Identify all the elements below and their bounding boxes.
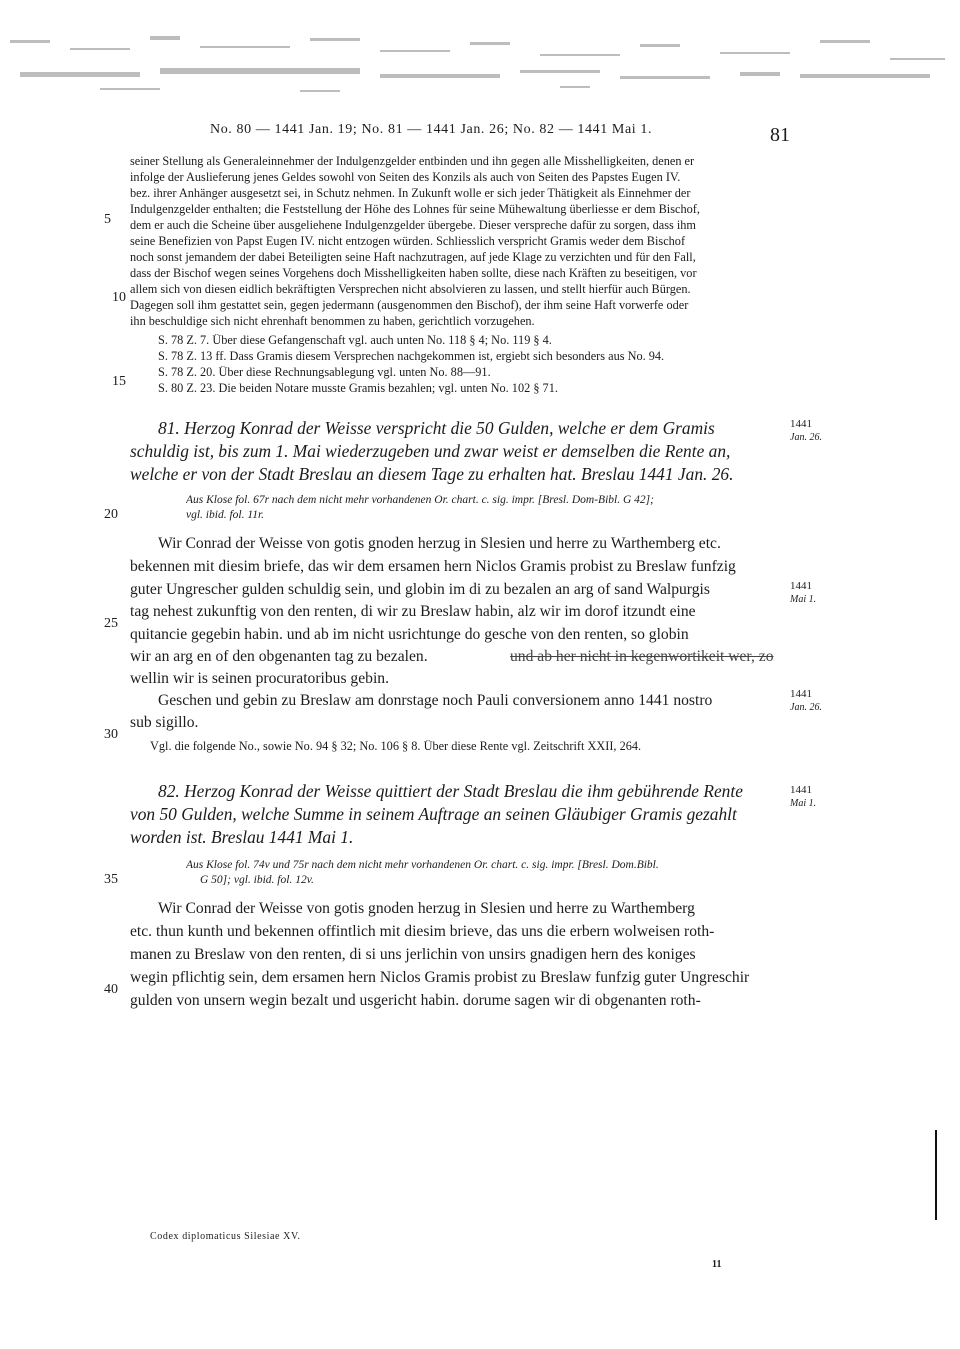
source-line: Aus Klose fol. 74v und 75r nach dem nicht mehr vorhandenen Or. chart. c. sig. impr. [Bresl. Dom.Bibl. xyxy=(186,859,659,871)
doc81-note: Vgl. die folgende No., sowie No. 94 § 32; No. 106 § 8. Über diese Rente vgl. Zeitschrift XXII, 264. xyxy=(150,740,642,753)
text-line: wellin wir is seinen procuratoribus gebin. xyxy=(130,670,389,687)
text-line: ihn beschuldige sich nicht ehrenhaft benommen zu haben, gerichtlich vorzugehen. xyxy=(130,315,535,328)
line-number: 5 xyxy=(104,212,111,227)
title-line: welche er von der Stadt Breslau an diesem Tage zu erhalten hat. Breslau 1441 Jan. 26. xyxy=(130,464,734,484)
text-line: dem er auch die Scheine über ausgeliehene Indulgenzgelder übergebe. Dieser verspreche dafür zu sorgen, dass ihm xyxy=(130,219,696,232)
note-line: S. 78 Z. 13 ff. Dass Gramis diesem Versprechen nachgekommen ist, ergiebt sich besonders aus No. 94. xyxy=(158,350,665,363)
text-line: manen zu Breslaw von den renten, di si uns jerlichin von unsirs gnadigen hern des koniges xyxy=(130,946,696,963)
series-footer: Codex diplomaticus Silesiae XV. xyxy=(150,1231,301,1242)
text-line: bez. ihrer Anhänger ausgesetzt sei, in Schutz nehmen. In Zukunft wolle er sich jeder Thätigkeit als Einnehmer der xyxy=(130,187,691,200)
text-line: noch sonst jemandem der dabei Beteiligten seine Haft nachzutragen, auf jede Klage zu verzichten und für den Fall, xyxy=(130,251,696,264)
text-line: guter Ungrescher gulden schuldig sein, und globin im di zu bezalen an arg of sand Walpurgis xyxy=(130,581,710,598)
text-line: seiner Stellung als Generaleinnehmer der Indulgenzgelder entbinden und ihn gegen alle Misshelligkeiten, denen er xyxy=(130,155,695,168)
scan-noise xyxy=(0,28,960,108)
title-line: 81. Herzog Konrad der Weisse verspricht die 50 Gulden, welche er dem Gramis xyxy=(158,418,715,438)
line-number: 20 xyxy=(104,507,118,522)
text-line: Wir Conrad der Weisse von gotis gnoden herzug in Slesien und herre zu Warthemberg xyxy=(158,900,695,917)
text-line: quitancie gegebin habin. und ab im nicht usrichtunge do gesche von den renten, so globin xyxy=(130,626,689,643)
text-line: etc. thun kunth und bekennen offintlich mit diesim brieve, das uns die erbern wolweisen roth- xyxy=(130,923,715,940)
source-line: G 50]; vgl. ibid. fol. 12v. xyxy=(200,874,314,886)
source-line: Aus Klose fol. 67r nach dem nicht mehr vorhandenen Or. chart. c. sig. impr. [Bresl. Dom-Bibl. G 42]; xyxy=(186,494,654,506)
text-line: Wir Conrad der Weisse von gotis gnoden herzug in Slesien und herre zu Warthemberg etc. xyxy=(158,535,721,552)
side-date: 1441 Jan. 26. xyxy=(790,688,822,713)
text-line: allem sich von diesen eidlich bekräftigten Versprechen nicht absolvieren zu lassen, und stellt hierfür auch Bürgen. xyxy=(130,283,691,296)
struck-text: und ab her nicht in kegenwortikeit wer, zo xyxy=(510,648,774,665)
title-line: schuldig ist, bis zum 1. Mai wiederzugeben und zwar weist er demselben die Rente an, xyxy=(130,441,731,461)
text-line: infolge der Auslieferung jenes Geldes sowohl von Seiten des Konzils als auch von Seiten des Papstes Eugen IV. xyxy=(130,171,681,184)
title-line: 82. Herzog Konrad der Weisse quittiert der Stadt Breslau die ihm gebührende Rente xyxy=(158,781,743,801)
note-line: S. 80 Z. 23. Die beiden Notare musste Gramis bezahlen; vgl. unten No. 102 § 71. xyxy=(158,382,558,395)
text-line: tag nehest zukunftig von den renten, di wir zu Breslaw habin, alz wir im dorof itzundt eine xyxy=(130,603,696,620)
line-number: 40 xyxy=(104,982,118,997)
text-line: wegin pflichtig sein, dem ersamen hern Niclos Gramis probist zu Breslaw funfzig guter Ungreschir xyxy=(130,969,750,986)
text-line: seine Benefizien von Papst Eugen IV. nicht entzogen würden. Schliesslich verspricht Gramis weder dem Bischof xyxy=(130,235,686,248)
line-number: 25 xyxy=(104,616,118,631)
title-line: worden ist. Breslau 1441 Mai 1. xyxy=(130,827,354,847)
text-line: Indulgenzgelder enthalten; die Feststellung der Höhe des Lohnes für seine Mühewaltung überliesse er dem Bischof, xyxy=(130,203,700,216)
text-line: bekennen mit diesim briefe, das wir dem ersamen hern Niclos Gramis probist zu Breslaw funfzig xyxy=(130,558,736,575)
side-date: 1441 Jan. 26. xyxy=(790,418,822,443)
side-date: 1441 Mai 1. xyxy=(790,580,817,605)
line-number: 35 xyxy=(104,872,118,887)
note-line: S. 78 Z. 7. Über diese Gefangenschaft vgl. auch unten No. 118 § 4; No. 119 § 4. xyxy=(158,334,552,347)
text-line: dass der Bischof wegen seines Vorgehens doch Misshelligkeiten haben sollte, diese nach Kräften zu beseitigen, vor xyxy=(130,267,697,280)
running-head: No. 80 — 1441 Jan. 19; No. 81 — 1441 Jan. 26; No. 82 — 1441 Mai 1. xyxy=(210,122,653,137)
line-number: 30 xyxy=(104,727,118,742)
scan-edge-mark xyxy=(935,1130,937,1220)
title-line: von 50 Gulden, welche Summe in seinem Auftrage an seinen Gläubiger Gramis gezahlt xyxy=(130,804,737,824)
signature-mark: 11 xyxy=(712,1259,722,1270)
text-line: gulden von unsern wegin bezalt und usgericht habin. dorume sagen wir di obgenanten roth- xyxy=(130,992,701,1009)
text-line: Dagegen soll ihm gestattet sein, gegen jedermann (ausgenommen den Bischof), der ihm seine Haft vorwerfe oder xyxy=(130,299,689,312)
text-line: sub sigillo. xyxy=(130,714,199,731)
page-number: 81 xyxy=(770,124,790,146)
line-number: 15 xyxy=(112,374,126,389)
text-line: wir an arg en of den obgenanten tag zu bezalen. xyxy=(130,648,428,665)
side-date: 1441 Mai 1. xyxy=(790,784,817,809)
text-line: Geschen und gebin zu Breslaw am donrstage noch Pauli conversionem anno 1441 nostro xyxy=(158,692,713,709)
note-line: S. 78 Z. 20. Über diese Rechnungsablegung vgl. unten No. 88—91. xyxy=(158,366,491,379)
line-number: 10 xyxy=(112,290,126,305)
source-line: vgl. ibid. fol. 11r. xyxy=(186,509,265,521)
